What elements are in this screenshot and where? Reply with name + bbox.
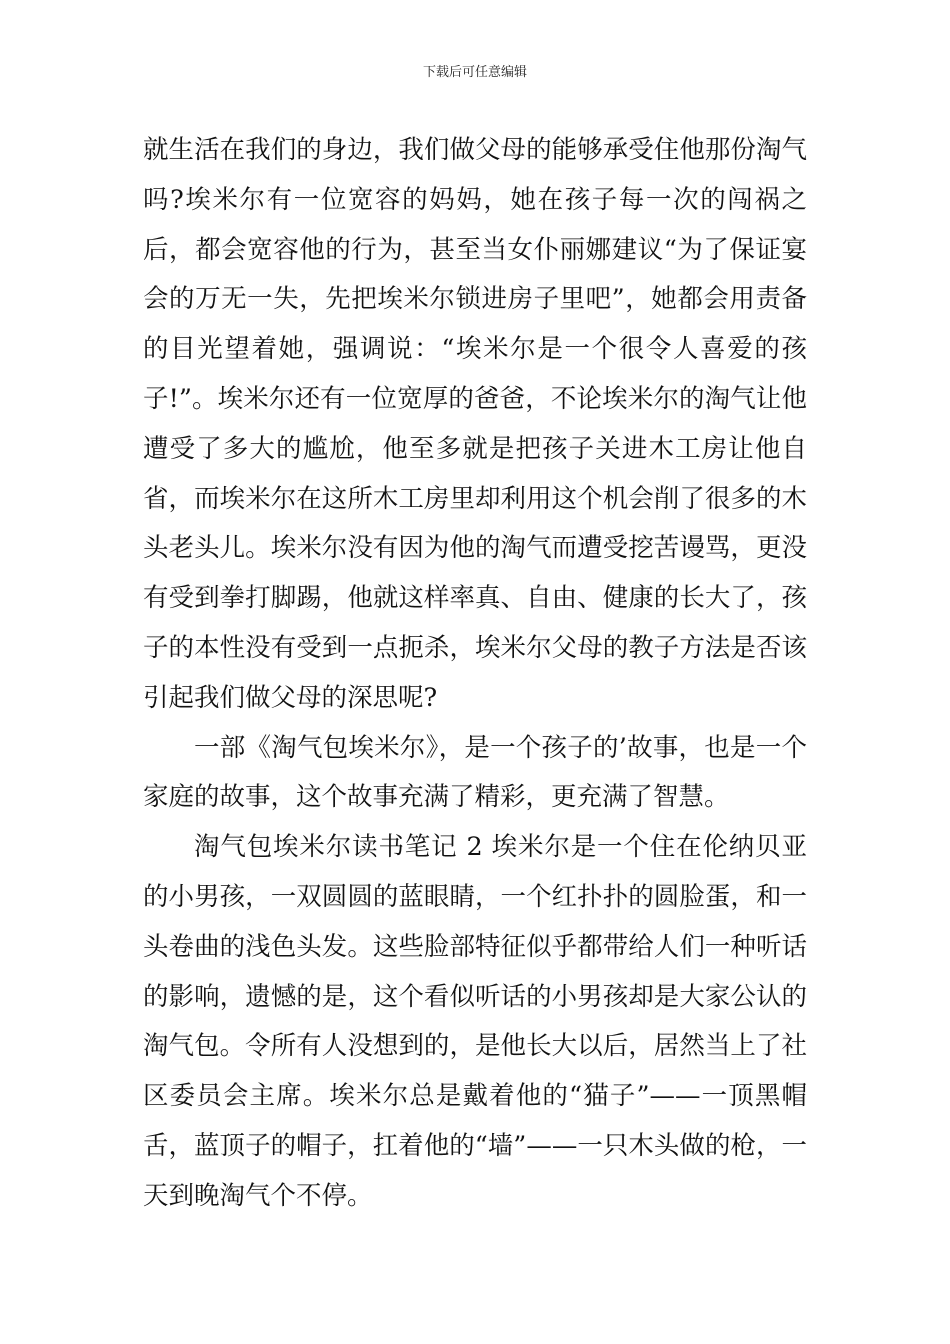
paragraph-reading-note-2: 淘气包埃米尔读书笔记 2 埃米尔是一个住在伦纳贝亚的小男孩，一双圆圆的蓝眼睛，一个红扑扑的圆脸蛋，和一头卷曲的浅色头发。这些脸部特征似乎都带给人们一种听话的影响，遗憾的是，这个看似听话的小男孩却是大家公认的淘气包。令所有人没想到的，是他长大以后，居然当上了社区委员会主席。埃米尔总是戴着他的“猫子”——一顶黑帽舌，蓝顶子的帽子，扛着他的“墙”——一只木头做的枪，一天到晚淘气个不停。: [143, 832, 807, 1211]
document-body: [143, 126, 807, 1222]
page-header: 下载后可任意编辑: [422, 65, 527, 80]
paragraph-continuation: 就生活在我们的身边，我们做父母的能够承受住他那份淘气吗?埃米尔有一位宽容的妈妈，她在孩子每一次的闯祸之后，都会宽容他的行为，甚至当女仆丽娜建议“为了保证宴会的万无一失，先把埃米尔锁进房子里吧”，她都会用责备的目光望着她，强调说：“埃米尔是一个很令人喜爱的孩子!”。埃米尔还有一位宽厚的爸爸，不论埃米尔的淘气让他遭受了多大的尴尬，他至多就是把孩子关进木工房让他自省，而埃米尔在这所木工房里却利用这个机会削了很多的木头老头儿。埃米尔没有因为他的淘气而遭受挖苦谩骂，更没有受到拳打脚踢，他就这样率真、自由、健康的长大了，孩子的本性没有受到一点扼杀，埃米尔父母的教子方法是否该引起我们做父母的深思呢?: [143, 135, 807, 713]
paragraph-summary: 一部《淘气包埃米尔》，是一个孩子的’故事，也是一个家庭的故事，这个故事充满了精彩，更充满了智慧。: [143, 732, 807, 813]
